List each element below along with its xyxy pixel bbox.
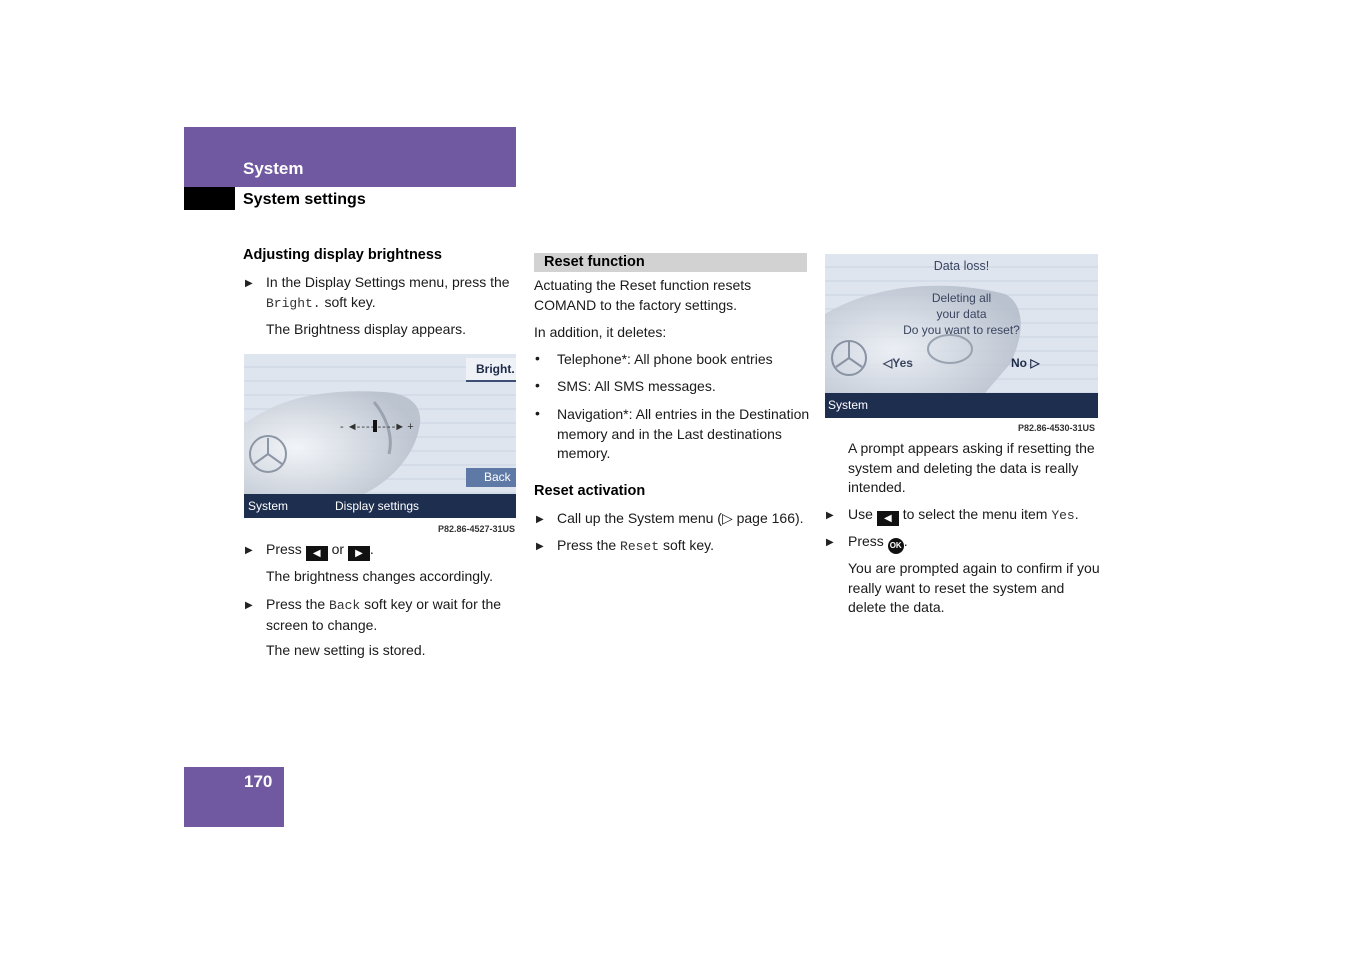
step-press-reset: Press the Reset soft key. bbox=[557, 537, 715, 554]
screen-caption: P82.86-4527-31US bbox=[438, 524, 516, 534]
bullet-dot: • bbox=[535, 350, 540, 366]
data-loss-title: Data loss! bbox=[933, 259, 990, 273]
brightness-slider[interactable]: - ◄- - - - - - - -► + bbox=[340, 421, 414, 433]
triangle-right-icon: ▶ bbox=[245, 278, 253, 289]
bullet-sms: SMS: All SMS messages. bbox=[557, 378, 716, 394]
result-confirm-again: You are prompted again to confirm if you really want to reset the system and delete the data. bbox=[848, 560, 1100, 615]
step-press-arrows: Press ◀ or ▶ . bbox=[266, 541, 374, 559]
triangle-right-icon: ▶ bbox=[245, 600, 253, 611]
reset-also: In addition, it deletes: bbox=[534, 324, 667, 340]
your-data-text: your data bbox=[936, 307, 987, 321]
brightness-heading: Adjusting display brightness bbox=[243, 247, 442, 263]
step-bright: In the Display Settings menu, press the Bright. soft key. bbox=[266, 274, 510, 311]
reset-activation-heading: Reset activation bbox=[534, 483, 646, 499]
result-brightness-changes: The brightness changes accordingly. bbox=[266, 568, 493, 584]
bullet-dot: • bbox=[535, 377, 540, 393]
reset-prompt-screen bbox=[825, 254, 1098, 418]
brightness-screen bbox=[244, 354, 516, 518]
step-call-system-menu: Call up the System menu (▷ page 166). bbox=[557, 510, 804, 526]
reset-intro: Actuating the Reset function resets COMAND to the factory settings. bbox=[534, 277, 752, 313]
screen-caption: P82.86-4530-31US bbox=[1018, 423, 1096, 433]
step-select-yes: Use ◀ to select the menu item Yes. bbox=[848, 506, 1079, 524]
reset-softkey-ref: Reset bbox=[620, 539, 660, 554]
left-arrow-key-icon: ◀ bbox=[306, 546, 328, 561]
triangle-right-icon: ▶ bbox=[826, 510, 834, 521]
yes-option[interactable]: ◁Yes bbox=[883, 356, 913, 370]
reset-question-text: Do you want to reset? bbox=[903, 323, 1020, 337]
triangle-right-icon: ▶ bbox=[245, 545, 253, 556]
bright-softkey-ref: Bright. bbox=[266, 295, 321, 311]
bullet-dot: • bbox=[535, 405, 540, 421]
ok-button-icon: OK bbox=[888, 538, 904, 554]
deleting-all-text: Deleting all bbox=[931, 291, 992, 305]
bullet-navigation: Navigation*: All entries in the Destination memory and in the Last destinations memory. bbox=[557, 406, 810, 461]
section-title: System settings bbox=[243, 191, 366, 208]
left-arrow-key-icon: ◀ bbox=[877, 511, 899, 526]
result-setting-stored: The new setting is stored. bbox=[266, 642, 426, 658]
step-press-ok: Press OK . bbox=[848, 532, 908, 554]
triangle-right-icon: ▶ bbox=[536, 541, 544, 552]
right-arrow-key-icon: ▶ bbox=[348, 546, 370, 561]
result-brightness-appears: The Brightness display appears. bbox=[266, 321, 466, 337]
chapter-title: System bbox=[243, 159, 304, 178]
bright-softkey[interactable]: Bright. bbox=[466, 358, 516, 382]
result-prompt-appears: A prompt appears asking if resetting the system and deleting the data is really intended. bbox=[848, 440, 1095, 495]
step-back: Press the Back soft key or wait for the screen to change. bbox=[266, 596, 502, 633]
back-softkey-ref: Back bbox=[329, 598, 361, 613]
triangle-right-icon: ▶ bbox=[826, 537, 834, 548]
triangle-right-icon: ▶ bbox=[536, 514, 544, 525]
yes-menu-item-ref: Yes bbox=[1051, 508, 1075, 523]
bullet-telephone: Telephone*: All phone book entries bbox=[557, 351, 773, 367]
back-softkey[interactable]: Back bbox=[466, 468, 516, 487]
screen-status-bar: System bbox=[825, 393, 1098, 418]
page-number: 170 bbox=[244, 772, 273, 791]
reset-section-title: Reset function bbox=[544, 254, 645, 270]
screen-status-bar: System Display settings bbox=[244, 494, 516, 518]
no-option[interactable]: No ▷ bbox=[1011, 356, 1040, 370]
header-marker bbox=[184, 187, 235, 210]
header-band bbox=[184, 127, 516, 187]
